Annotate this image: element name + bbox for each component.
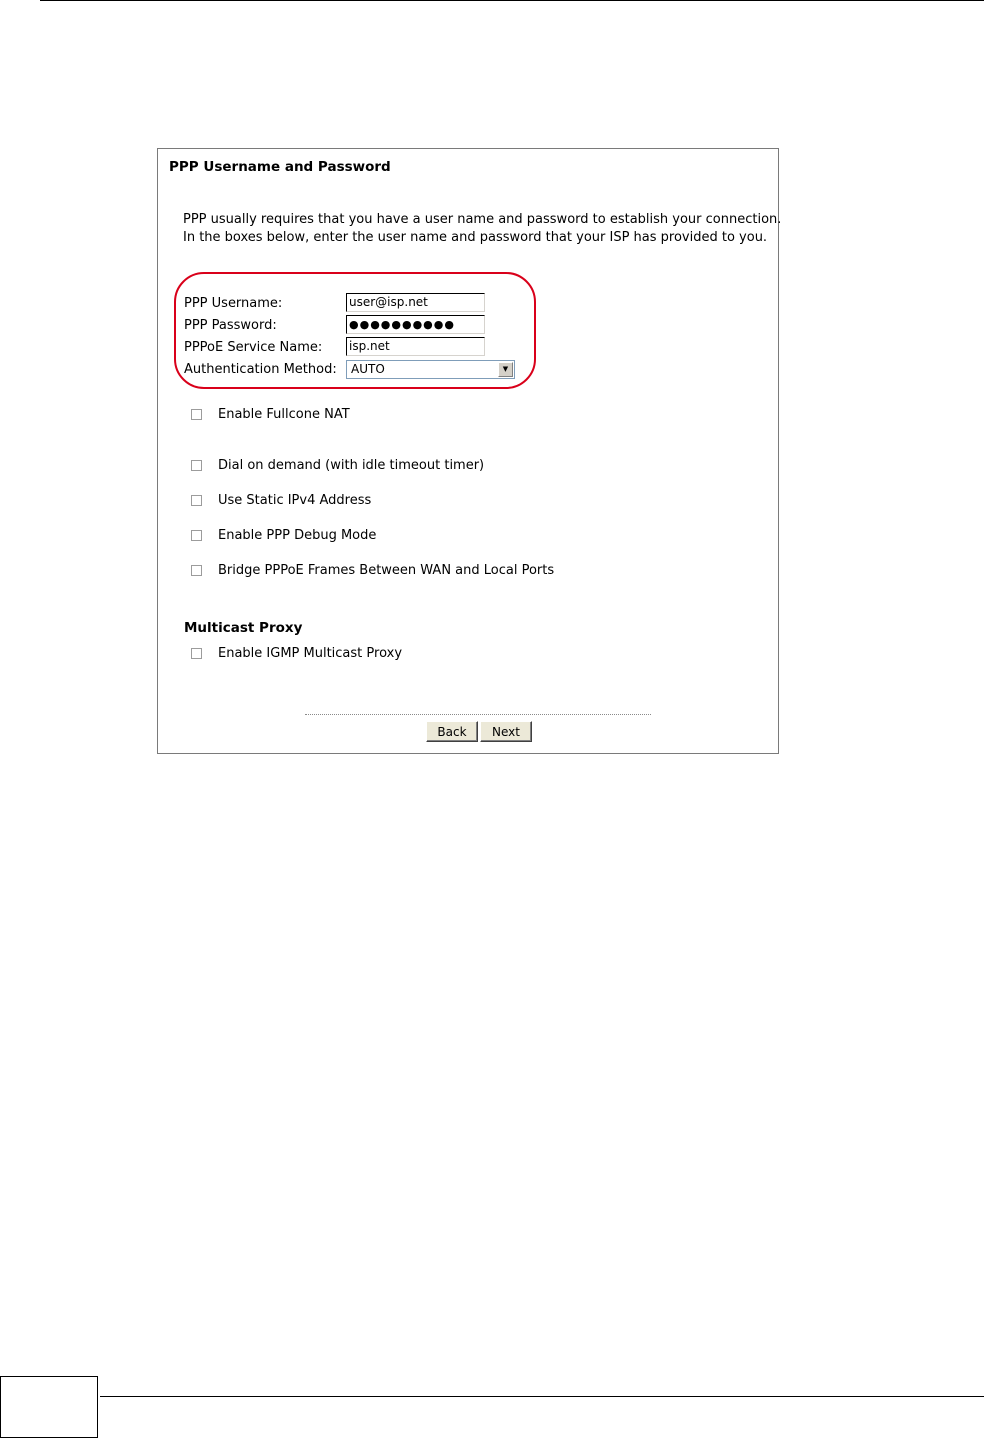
fullcone-nat-checkbox[interactable] bbox=[191, 409, 202, 420]
auth-method-label: Authentication Method: bbox=[184, 362, 337, 377]
intro-line-2: In the boxes below, enter the user name and password that your ISP has provided to you. bbox=[183, 230, 768, 245]
ppp-debug-label: Enable PPP Debug Mode bbox=[218, 528, 377, 543]
auth-method-select[interactable] bbox=[346, 360, 515, 379]
page-top-rule bbox=[40, 0, 984, 1]
intro-line-1: PPP usually requires that you have a user name and password to establish your connection. bbox=[183, 212, 782, 227]
button-separator bbox=[305, 714, 651, 715]
service-name-input[interactable]: isp.net bbox=[346, 337, 485, 356]
ppp-debug-checkbox[interactable] bbox=[191, 530, 202, 541]
static-ipv4-label: Use Static IPv4 Address bbox=[218, 493, 372, 508]
igmp-proxy-label: Enable IGMP Multicast Proxy bbox=[218, 646, 403, 661]
username-input[interactable]: user@isp.net bbox=[346, 293, 485, 312]
ppp-settings-panel bbox=[157, 148, 782, 754]
multicast-proxy-heading: Multicast Proxy bbox=[184, 620, 303, 636]
bridge-pppoe-checkbox[interactable] bbox=[191, 565, 202, 576]
page-number-box bbox=[0, 1376, 98, 1438]
password-label: PPP Password: bbox=[184, 318, 277, 333]
static-ipv4-checkbox[interactable] bbox=[191, 495, 202, 506]
password-input[interactable]: ●●●●●●●●●● bbox=[346, 315, 485, 334]
panel-title: PPP Username and Password bbox=[169, 159, 391, 175]
fullcone-nat-label: Enable Fullcone NAT bbox=[218, 407, 350, 422]
intro-text bbox=[183, 211, 781, 247]
dial-on-demand-checkbox[interactable] bbox=[191, 460, 202, 471]
service-name-label: PPPoE Service Name: bbox=[184, 340, 323, 355]
username-label: PPP Username: bbox=[184, 296, 283, 311]
back-button[interactable]: Back bbox=[426, 721, 478, 742]
dial-on-demand-label: Dial on demand (with idle timeout timer) bbox=[218, 458, 485, 473]
auth-method-value: AUTO bbox=[351, 362, 385, 376]
page-bottom-rule bbox=[100, 1396, 984, 1397]
next-button[interactable]: Next bbox=[480, 721, 532, 742]
igmp-proxy-checkbox[interactable] bbox=[191, 648, 202, 659]
chevron-down-icon[interactable]: ▼ bbox=[498, 362, 513, 377]
bridge-pppoe-label: Bridge PPPoE Frames Between WAN and Local Ports bbox=[218, 563, 555, 578]
